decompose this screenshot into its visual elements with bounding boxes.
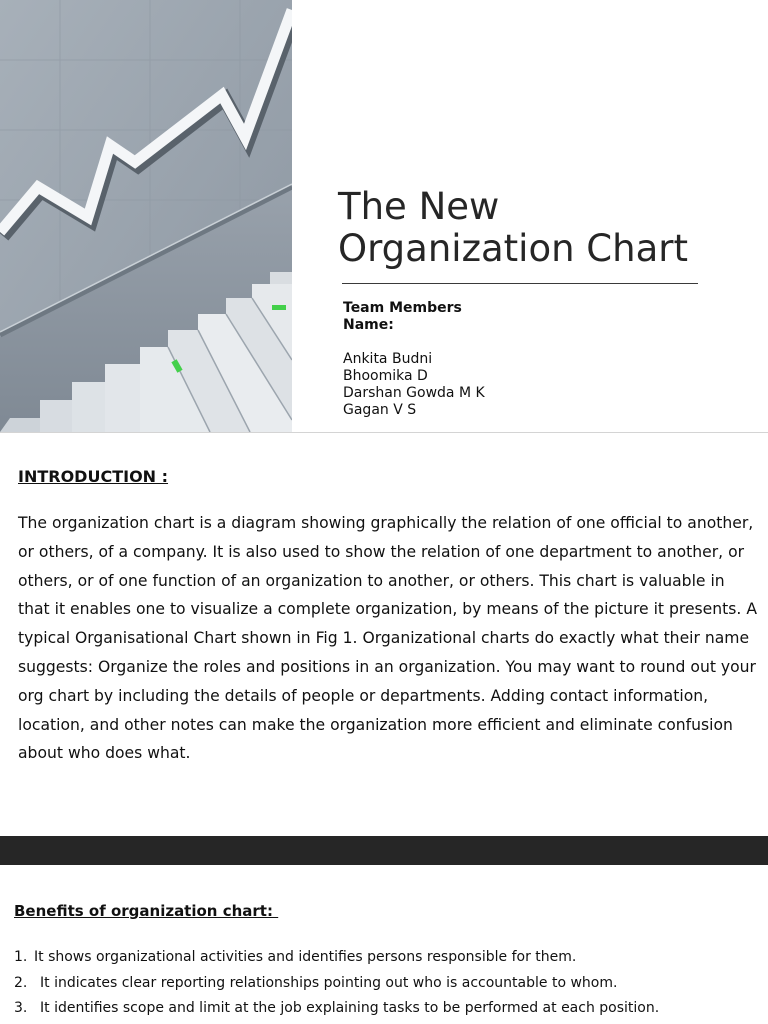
list-item: [14, 945, 754, 971]
team-member: Bhoomika D: [343, 368, 428, 384]
introduction-body: The organization chart is a diagram showing graphically the relation of one official to another, or others, of a company. It is also used to show the relation of one department to another, or others, or of one function of an organization to another, or others. This chart is valuable in that it enables one to visualize a complete organization, by means of the picture it presents. A typical Organisational Chart shown in Fig 1. Organizational charts do exactly what their name suggests: Organize the roles and positions in an organization. You may want to round out your org chart by including the details of people or departments. Adding contact information, location, and other notes can make the organization more efficient and eliminate confusion about who does what.: [18, 514, 757, 763]
team-members-block: [343, 300, 493, 419]
list-number: 2.: [14, 974, 28, 991]
list-text: It shows organizational activities and identifies persons responsible for them.: [34, 949, 577, 965]
list-text: It indicates clear reporting relationships pointing out who is accountable to whom.: [40, 974, 618, 991]
list-number: 3.: [14, 1000, 28, 1016]
benefits-slide: [0, 865, 768, 1024]
introduction-slide: [0, 433, 768, 836]
cover-staircase-image: [0, 0, 292, 432]
benefits-heading: Benefits of organization chart:: [14, 902, 279, 920]
list-item: [14, 971, 754, 997]
title-underline: [342, 283, 698, 284]
list-number: 1.: [14, 949, 28, 965]
team-member: Gagan V S: [343, 402, 417, 418]
introduction-heading: INTRODUCTION :: [18, 467, 169, 486]
team-members-heading: Team Members Name:: [343, 300, 462, 333]
title-line-2: Organization Chart: [338, 227, 688, 270]
list-text: It identifies scope and limit at the job explaining tasks to be performed at each position.: [40, 1000, 660, 1016]
team-member: Ankita Budni: [343, 351, 433, 367]
benefits-list: [14, 945, 754, 1022]
slide-separator-band: [0, 836, 768, 865]
title-slide: [0, 0, 768, 432]
list-item: [14, 996, 754, 1022]
team-member: Darshan Gowda M K: [343, 385, 485, 401]
title-line-1: The New: [338, 185, 500, 228]
presentation-title: [338, 186, 738, 270]
